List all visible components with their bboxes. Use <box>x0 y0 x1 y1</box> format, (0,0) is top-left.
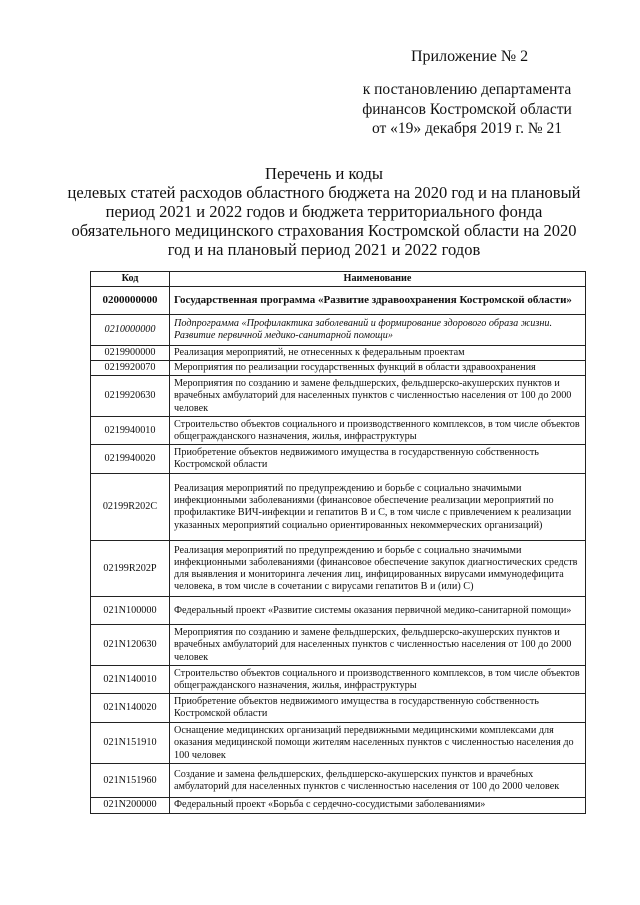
document-title <box>60 164 588 259</box>
table-row <box>91 625 586 666</box>
row-name: Приобретение объектов недвижимого имущества в государственную собственность Костромской области <box>170 694 586 723</box>
row-name: Федеральный проект «Развитие системы оказания первичной медико-санитарной помощи» <box>170 597 586 625</box>
table-row <box>91 361 586 376</box>
row-name: Федеральный проект «Борьба с сердечно-сосудистыми заболеваниями» <box>170 798 586 813</box>
row-name: Строительство объектов социального и производственного комплексов, в том числе объектов общегражданского назначения, жилья, инфраструктуры <box>170 666 586 694</box>
title-line: год и на плановый период 2021 и 2022 годов <box>167 240 481 259</box>
row-code: 021N140010 <box>91 666 170 694</box>
row-code: 021N151910 <box>91 723 170 764</box>
title-line: обязательного медицинского страхования Костромской области на 2020 <box>71 221 577 240</box>
table-row <box>91 315 586 346</box>
title-line: Перечень и коды <box>265 164 383 183</box>
row-name: Мероприятия по реализации государственных функций в области здравоохранения <box>170 361 586 376</box>
row-code: 02199R202P <box>91 541 170 597</box>
table-row <box>91 445 586 474</box>
row-name: Государственная программа «Развитие здравоохранения Костромской области» <box>170 287 586 315</box>
appendix-label: Приложение № 2 <box>411 48 529 65</box>
row-name: Реализация мероприятий по предупреждению и борьбе с социально значимыми инфекционными заболеваниями (финансовое обеспечение закупок диагностических средств для выявления и мониторинга лечения лиц, инфицированных вирусами иммунодефицита человека, в том числе в сочетании с вирусами гепатитов B и (или) C) <box>170 541 586 597</box>
row-code: 0200000000 <box>91 287 170 315</box>
row-code: 0219940020 <box>91 445 170 474</box>
row-name: Реализация мероприятий, не отнесенных к федеральным проектам <box>170 346 586 361</box>
decree-line: финансов Костромской области <box>362 100 572 118</box>
row-code: 0219920630 <box>91 376 170 417</box>
row-code: 021N120630 <box>91 625 170 666</box>
row-name: Мероприятия по созданию и замене фельдшерских, фельдшерско-акушерских пунктов и врачебных амбулаторий для населенных пунктов с численностью населения от 100 до 2000 человек <box>170 376 586 417</box>
decree-line: от «19» декабря 2019 г. № 21 <box>371 120 563 137</box>
table-row <box>91 417 586 445</box>
row-name: Реализация мероприятий по предупреждению и борьбе с социально значимыми инфекционными заболеваниями (финансовое обеспечение реализации мероприятий по профилактике ВИЧ-инфекции и гепатитов B и C, в том числе с привлечением к реализации указанных мероприятий социально ориентированных некоммерческих организаций) <box>170 474 586 541</box>
row-name: Мероприятия по созданию и замене фельдшерских, фельдшерско-акушерских пунктов и врачебных амбулаторий для населенных пунктов с численностью населения от 100 до 2000 человек <box>170 625 586 666</box>
table-body <box>91 287 586 814</box>
table-row <box>91 541 586 597</box>
table-row <box>91 798 586 813</box>
decree-reference <box>350 80 584 139</box>
table-header-row <box>91 272 586 287</box>
row-code: 021N200000 <box>91 798 170 813</box>
row-name: Создание и замена фельдшерских, фельдшерско-акушерских пунктов и врачебных амбулаторий для населенных пунктов с численностью населения от 100 до 2000 человек <box>170 764 586 798</box>
codes-table <box>90 271 586 814</box>
row-code: 021N100000 <box>91 597 170 625</box>
table-row <box>91 346 586 361</box>
title-line: целевых статей расходов областного бюджета на 2020 год и на плановый <box>67 183 581 202</box>
header-code: Код <box>91 272 170 287</box>
row-code: 0210000000 <box>91 315 170 346</box>
table-row <box>91 376 586 417</box>
row-code: 021N140020 <box>91 694 170 723</box>
table-row <box>91 597 586 625</box>
table-row <box>91 666 586 694</box>
decree-line: к постановлению департамента <box>362 81 572 98</box>
row-name: Приобретение объектов недвижимого имущества в государственную собственность Костромской области <box>170 445 586 474</box>
table-row <box>91 764 586 798</box>
row-code: 0219940010 <box>91 417 170 445</box>
table-row <box>91 694 586 723</box>
row-code: 021N151960 <box>91 764 170 798</box>
header-name: Наименование <box>170 272 586 287</box>
row-name: Оснащение медицинских организаций передвижными медицинскими комплексами для оказания медицинской помощи жителям населенных пунктов с численностью населения до 100 человек <box>170 723 586 764</box>
row-name: Строительство объектов социального и производственного комплексов, в том числе объектов общегражданского назначения, жилья, инфраструктуры <box>170 417 586 445</box>
title-line: период 2021 и 2022 годов и бюджета территориального фонда <box>105 202 543 221</box>
row-name: Подпрограмма «Профилактика заболеваний и формирование здорового образа жизни. Развитие первичной медико-санитарной помощи» <box>170 315 586 346</box>
table-row <box>91 287 586 315</box>
row-code: 0219920070 <box>91 361 170 376</box>
table-row <box>91 474 586 541</box>
table-row <box>91 723 586 764</box>
row-code: 0219900000 <box>91 346 170 361</box>
row-code: 02199R202C <box>91 474 170 541</box>
